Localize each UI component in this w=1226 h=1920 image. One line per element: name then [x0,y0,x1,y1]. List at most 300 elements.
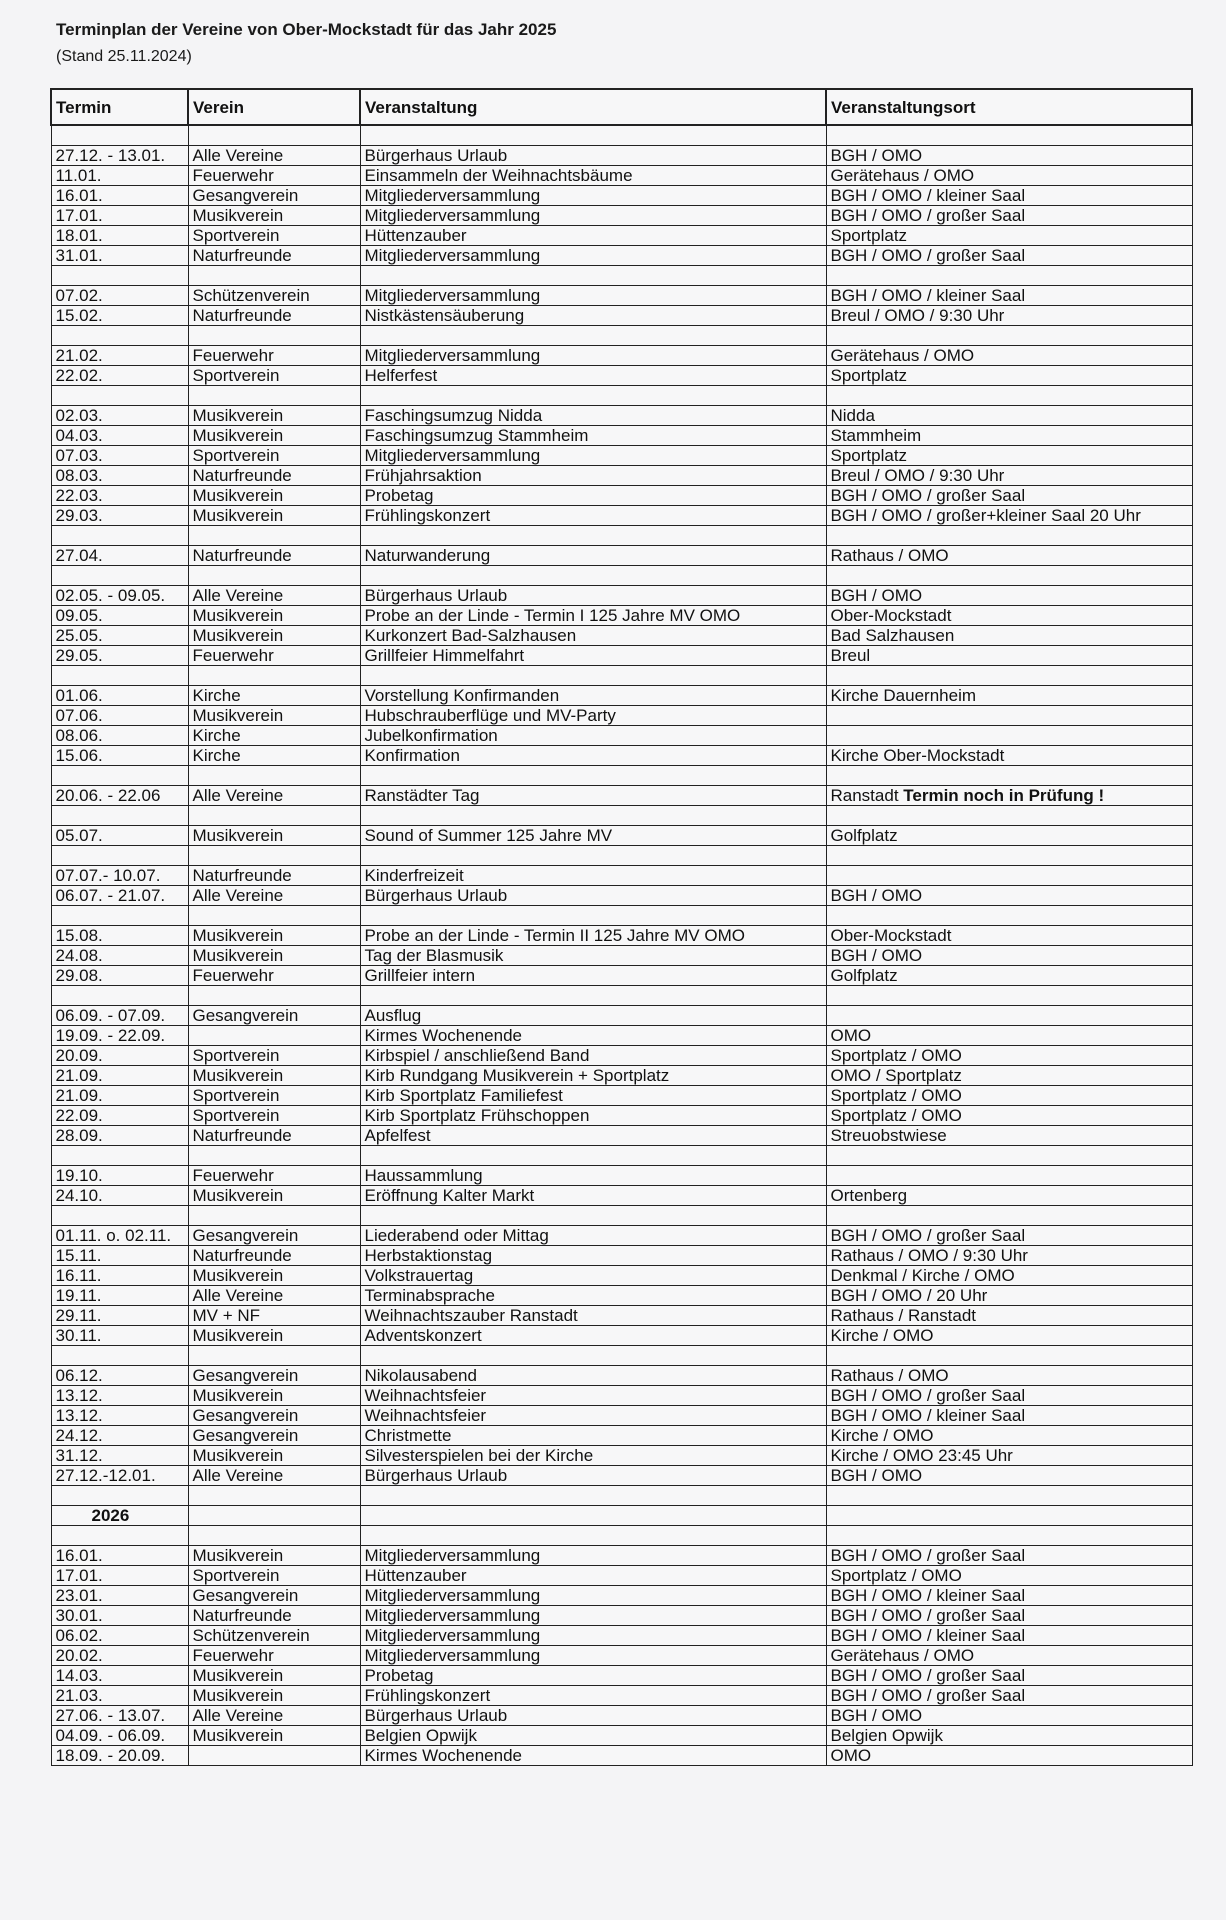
table-row [51,1266,1192,1286]
table-row [51,486,1192,506]
club-cell: Alle Vereine [188,586,360,606]
empty-cell [360,906,826,926]
event-cell: Hubschrauberflüge und MV-Party [360,706,826,726]
date-cell: 15.08. [51,926,188,946]
date-cell: 15.06. [51,746,188,766]
place-cell: Sportplatz / OMO [826,1046,1192,1066]
place-cell: BGH / OMO / kleiner Saal [826,186,1192,206]
event-cell: Bürgerhaus Urlaub [360,1706,826,1726]
table-row [51,346,1192,366]
table-row [51,1406,1192,1426]
place-cell: Breul [826,646,1192,666]
event-cell: Frühlingskonzert [360,1686,826,1706]
spacer-row [51,1346,1192,1366]
club-cell: Musikverein [188,1186,360,1206]
empty-cell [826,266,1192,286]
event-cell: Probe an der Linde - Termin I 125 Jahre MV OMO [360,606,826,626]
club-cell: Alle Vereine [188,786,360,806]
date-cell: 24.12. [51,1426,188,1446]
place-cell: BGH / OMO / großer Saal [826,1226,1192,1246]
event-cell: Mitgliederversammlung [360,246,826,266]
club-cell: Naturfreunde [188,466,360,486]
club-cell: Alle Vereine [188,1466,360,1486]
place-cell: Kirche / OMO [826,1326,1192,1346]
table-row [51,226,1192,246]
empty-cell [51,526,188,546]
date-cell: 19.10. [51,1166,188,1186]
event-cell: Mitgliederversammlung [360,346,826,366]
table-row [51,886,1192,906]
date-cell: 27.12.-12.01. [51,1466,188,1486]
event-cell: Kirbspiel / anschließend Band [360,1046,826,1066]
club-cell: Musikverein [188,1686,360,1706]
event-cell: Mitgliederversammlung [360,286,826,306]
event-cell: Frühjahrsaktion [360,466,826,486]
table-row [51,606,1192,626]
empty-cell [826,125,1192,146]
date-cell: 28.09. [51,1126,188,1146]
table-row [51,306,1192,326]
empty-cell [360,266,826,286]
club-cell: Sportverein [188,226,360,246]
club-cell [188,1026,360,1046]
event-cell: Grillfeier Himmelfahrt [360,646,826,666]
date-cell: 07.03. [51,446,188,466]
empty-cell [51,906,188,926]
date-cell: 22.09. [51,1106,188,1126]
place-cell: OMO / Sportplatz [826,1066,1192,1086]
date-cell: 07.07.- 10.07. [51,866,188,886]
place-cell: BGH / OMO / großer Saal [826,206,1192,226]
date-cell: 18.01. [51,226,188,246]
spacer-row [51,846,1192,866]
event-cell: Sound of Summer 125 Jahre MV [360,826,826,846]
event-cell: Konfirmation [360,746,826,766]
empty-cell [360,386,826,406]
table-row [51,706,1192,726]
club-cell: Gesangverein [188,1226,360,1246]
place-cell: BGH / OMO / großer Saal [826,1686,1192,1706]
club-cell [188,1746,360,1766]
table-row [51,406,1192,426]
event-cell: Jubelkonfirmation [360,726,826,746]
event-cell: Naturwanderung [360,546,826,566]
table-row [51,1586,1192,1606]
table-row [51,726,1192,746]
club-cell: Musikverein [188,826,360,846]
club-cell: Sportverein [188,1566,360,1586]
year-label: 2026 [51,1506,188,1526]
spacer-row [51,1146,1192,1166]
place-cell: Sportplatz / OMO [826,1086,1192,1106]
club-cell: Alle Vereine [188,1706,360,1726]
empty-cell [51,846,188,866]
empty-cell [51,386,188,406]
date-cell: 09.05. [51,606,188,626]
place-cell: BGH / OMO / großer Saal [826,1386,1192,1406]
place-text: Ranstadt [830,786,904,805]
table-row [51,686,1192,706]
place-cell: BGH / OMO [826,886,1192,906]
date-cell: 17.01. [51,1566,188,1586]
club-cell: Feuerwehr [188,346,360,366]
table-row [51,426,1192,446]
year-row [51,1506,1192,1526]
empty-cell [826,1146,1192,1166]
place-cell [826,706,1192,726]
empty-cell [188,566,360,586]
club-cell: Musikverein [188,426,360,446]
event-cell: Kirb Rundgang Musikverein + Sportplatz [360,1066,826,1086]
empty-cell [188,1486,360,1506]
date-cell: 21.09. [51,1086,188,1106]
event-cell: Bürgerhaus Urlaub [360,886,826,906]
empty-cell [188,806,360,826]
date-cell: 08.06. [51,726,188,746]
date-cell: 29.11. [51,1306,188,1326]
date-cell: 04.03. [51,426,188,446]
event-cell: Mitgliederversammlung [360,1606,826,1626]
table-row [51,1226,1192,1246]
club-cell: Gesangverein [188,1366,360,1386]
place-cell: BGH / OMO [826,586,1192,606]
club-cell: MV + NF [188,1306,360,1326]
table-row [51,1566,1192,1586]
event-cell: Probetag [360,1666,826,1686]
empty-cell [51,326,188,346]
event-cell: Haussammlung [360,1166,826,1186]
empty-cell [51,566,188,586]
empty-cell [188,766,360,786]
date-cell: 06.02. [51,1626,188,1646]
table-row [51,1246,1192,1266]
spacer-row [51,766,1192,786]
empty-cell [51,666,188,686]
table-row [51,166,1192,186]
page-title: Terminplan der Vereine von Ober-Mockstadt für das Jahr 2025 [56,20,557,39]
place-cell: Kirche / OMO [826,1426,1192,1446]
event-cell: Herbstaktionstag [360,1246,826,1266]
event-cell: Mitgliederversammlung [360,186,826,206]
table-row [51,546,1192,566]
place-cell: Stammheim [826,426,1192,446]
date-cell: 25.05. [51,626,188,646]
date-cell: 17.01. [51,206,188,226]
place-cell: Rathaus / OMO [826,1366,1192,1386]
table-row [51,1726,1192,1746]
empty-cell [360,766,826,786]
empty-cell [188,125,360,146]
place-cell: Rathaus / OMO / 9:30 Uhr [826,1246,1192,1266]
empty-cell [51,1146,188,1166]
spacer-row [51,326,1192,346]
date-cell: 01.11. o. 02.11. [51,1226,188,1246]
table-row [51,1106,1192,1126]
empty-cell [360,806,826,826]
empty-cell [188,266,360,286]
schedule-table [50,88,1193,1766]
event-cell: Silvesterspielen bei der Kirche [360,1446,826,1466]
spacer-row [51,1486,1192,1506]
date-cell: 23.01. [51,1586,188,1606]
club-cell: Musikverein [188,606,360,626]
club-cell: Gesangverein [188,1006,360,1026]
empty-cell [826,766,1192,786]
date-cell: 06.07. - 21.07. [51,886,188,906]
place-cell: BGH / OMO / kleiner Saal [826,1406,1192,1426]
event-cell: Weihnachtsfeier [360,1386,826,1406]
date-cell: 16.11. [51,1266,188,1286]
date-cell: 02.03. [51,406,188,426]
date-cell: 06.12. [51,1366,188,1386]
event-cell: Mitgliederversammlung [360,1546,826,1566]
table-row [51,646,1192,666]
event-cell: Belgien Opwijk [360,1726,826,1746]
club-cell: Kirche [188,686,360,706]
table-row [51,1646,1192,1666]
date-cell: 15.02. [51,306,188,326]
event-cell: Helferfest [360,366,826,386]
spacer-row [51,526,1192,546]
empty-cell [188,666,360,686]
event-cell: Ranstädter Tag [360,786,826,806]
event-cell: Kirmes Wochenende [360,1026,826,1046]
event-cell: Bürgerhaus Urlaub [360,586,826,606]
club-cell: Naturfreunde [188,306,360,326]
place-cell: Belgien Opwijk [826,1726,1192,1746]
table-row [51,1286,1192,1306]
event-cell: Probe an der Linde - Termin II 125 Jahre MV OMO [360,926,826,946]
event-cell: Probetag [360,486,826,506]
club-cell: Schützenverein [188,286,360,306]
club-cell: Sportverein [188,366,360,386]
empty-cell [360,566,826,586]
date-cell: 30.11. [51,1326,188,1346]
table-row [51,466,1192,486]
empty-cell [826,386,1192,406]
date-cell: 29.08. [51,966,188,986]
empty-cell [360,846,826,866]
table-row [51,1706,1192,1726]
empty-cell [360,666,826,686]
date-cell: 01.06. [51,686,188,706]
club-cell: Musikverein [188,926,360,946]
column-header-termin: Termin [51,89,188,125]
table-row [51,586,1192,606]
event-cell: Faschingsumzug Nidda [360,406,826,426]
date-cell: 27.06. - 13.07. [51,1706,188,1726]
empty-cell [826,1526,1192,1546]
empty-cell [360,326,826,346]
empty-cell [51,806,188,826]
place-cell: Rathaus / OMO [826,546,1192,566]
table-row [51,786,1192,806]
table-row [51,1686,1192,1706]
empty-cell [360,1486,826,1506]
place-cell: BGH / OMO [826,946,1192,966]
club-cell: Feuerwehr [188,166,360,186]
place-cell: Gerätehaus / OMO [826,1646,1192,1666]
empty-cell [826,566,1192,586]
date-cell: 19.11. [51,1286,188,1306]
event-cell: Mitgliederversammlung [360,446,826,466]
event-cell: Bürgerhaus Urlaub [360,1466,826,1486]
table-row [51,946,1192,966]
empty-cell [826,1486,1192,1506]
date-cell: 27.12. - 13.01. [51,146,188,166]
date-cell: 22.03. [51,486,188,506]
date-cell: 14.03. [51,1666,188,1686]
date-cell: 13.12. [51,1386,188,1406]
place-cell [826,1006,1192,1026]
spacer-row [51,986,1192,1006]
event-cell: Kirmes Wochenende [360,1746,826,1766]
club-cell: Naturfreunde [188,1606,360,1626]
event-cell: Faschingsumzug Stammheim [360,426,826,446]
club-cell: Musikverein [188,1726,360,1746]
date-cell: 16.01. [51,186,188,206]
empty-cell [188,326,360,346]
table-row [51,1326,1192,1346]
spacer-row [51,806,1192,826]
place-cell: Kirche Ober-Mockstadt [826,746,1192,766]
event-cell: Volkstrauertag [360,1266,826,1286]
place-cell: Nidda [826,406,1192,426]
place-cell: BGH / OMO [826,1466,1192,1486]
date-cell: 16.01. [51,1546,188,1566]
event-cell: Frühlingskonzert [360,506,826,526]
empty-cell [188,906,360,926]
place-cell: Golfplatz [826,826,1192,846]
event-cell: Nistkästensäuberung [360,306,826,326]
table-header-row [51,89,1192,125]
place-cell: Gerätehaus / OMO [826,346,1192,366]
empty-cell [51,766,188,786]
place-cell: BGH / OMO [826,146,1192,166]
event-cell: Einsammeln der Weihnachtsbäume [360,166,826,186]
place-cell: Kirche / OMO 23:45 Uhr [826,1446,1192,1466]
place-cell: Gerätehaus / OMO [826,166,1192,186]
table-row [51,1066,1192,1086]
club-cell: Naturfreunde [188,546,360,566]
event-cell: Mitgliederversammlung [360,206,826,226]
place-cell: BGH / OMO / großer Saal [826,246,1192,266]
spacer-row [51,1526,1192,1546]
date-cell: 30.01. [51,1606,188,1626]
event-cell: Tag der Blasmusik [360,946,826,966]
date-cell: 11.01. [51,166,188,186]
table-row [51,1086,1192,1106]
event-cell: Liederabend oder Mittag [360,1226,826,1246]
event-cell: Nikolausabend [360,1366,826,1386]
club-cell: Schützenverein [188,1626,360,1646]
event-cell: Kurkonzert Bad-Salzhausen [360,626,826,646]
place-cell: BGH / OMO / kleiner Saal [826,1586,1192,1606]
place-cell: Ober-Mockstadt [826,606,1192,626]
spacer-row [51,666,1192,686]
table-row [51,626,1192,646]
event-cell: Kinderfreizeit [360,866,826,886]
table-row [51,1306,1192,1326]
table-row [51,206,1192,226]
date-cell: 08.03. [51,466,188,486]
table-row [51,186,1192,206]
date-cell: 21.09. [51,1066,188,1086]
spacer-row [51,1206,1192,1226]
date-cell: 06.09. - 07.09. [51,1006,188,1026]
empty-cell [51,986,188,1006]
date-cell: 19.09. - 22.09. [51,1026,188,1046]
club-cell: Musikverein [188,706,360,726]
club-cell: Alle Vereine [188,146,360,166]
club-cell: Feuerwehr [188,966,360,986]
spacer-row [51,386,1192,406]
table-row [51,1046,1192,1066]
table-row [51,1606,1192,1626]
club-cell: Musikverein [188,1546,360,1566]
club-cell: Musikverein [188,1446,360,1466]
date-cell: 07.06. [51,706,188,726]
table-row [51,926,1192,946]
table-row [51,1746,1192,1766]
date-cell: 21.03. [51,1686,188,1706]
place-cell: Sportplatz [826,226,1192,246]
date-cell: 29.05. [51,646,188,666]
table-row [51,866,1192,886]
date-cell: 29.03. [51,506,188,526]
date-cell: 07.02. [51,286,188,306]
table-row [51,1186,1192,1206]
club-cell: Sportverein [188,1046,360,1066]
empty-cell [826,326,1192,346]
club-cell: Kirche [188,726,360,746]
page-subtitle: (Stand 25.11.2024) [56,48,192,65]
place-cell: Sportplatz / OMO [826,1566,1192,1586]
event-cell: Eröffnung Kalter Markt [360,1186,826,1206]
place-cell: Ortenberg [826,1186,1192,1206]
place-cell: OMO [826,1026,1192,1046]
empty-cell [51,266,188,286]
club-cell: Naturfreunde [188,866,360,886]
place-cell: Ober-Mockstadt [826,926,1192,946]
empty-cell [826,846,1192,866]
date-cell: 02.05. - 09.05. [51,586,188,606]
empty-cell [826,986,1192,1006]
date-cell: 31.01. [51,246,188,266]
event-cell: Christmette [360,1426,826,1446]
place-cell: BGH / OMO / kleiner Saal [826,286,1192,306]
place-cell: Rathaus / Ranstadt [826,1306,1192,1326]
empty-cell [360,1206,826,1226]
place-cell: BGH / OMO / 20 Uhr [826,1286,1192,1306]
club-cell: Naturfreunde [188,246,360,266]
event-cell: Hüttenzauber [360,226,826,246]
place-cell: OMO [826,1746,1192,1766]
place-cell: BGH / OMO / großer+kleiner Saal 20 Uhr [826,506,1192,526]
event-cell: Mitgliederversammlung [360,1586,826,1606]
place-cell [826,1166,1192,1186]
empty-cell [188,386,360,406]
place-cell: BGH / OMO / kleiner Saal [826,1626,1192,1646]
place-note: Termin noch in Prüfung ! [903,786,1105,805]
club-cell: Musikverein [188,486,360,506]
spacer-row [51,266,1192,286]
date-cell: 21.02. [51,346,188,366]
spacer-row [51,125,1192,146]
event-cell: Ausflug [360,1006,826,1026]
spacer-row [51,566,1192,586]
table-row [51,1546,1192,1566]
